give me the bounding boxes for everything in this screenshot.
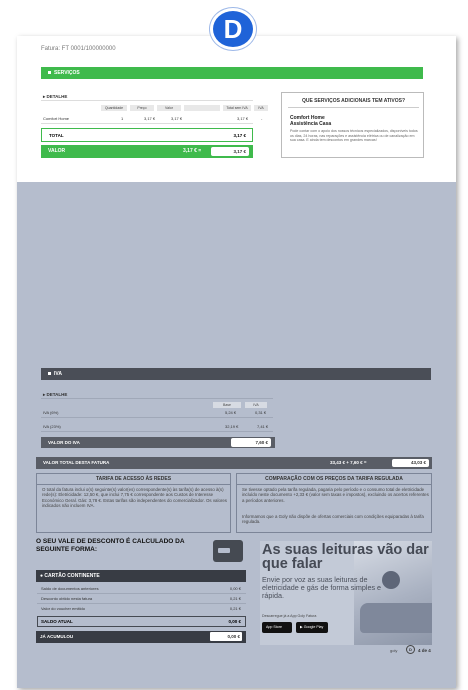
cartao-label: CARTÃO CONTINENTE: [44, 573, 100, 579]
voucher-row: Desconto obtido nesta fatura 0,21 €: [41, 596, 241, 601]
cartao-continente-bar: ● CARTÃO CONTINENTE: [36, 570, 246, 582]
ja-acumulou-bar: [36, 631, 246, 643]
total-value: 3,17 €: [233, 133, 246, 138]
service-description: Pode contar com o apoio dos nossos técnicos especializados, disponíveis todos os dias, 24 horas, nas reparações e assistência elétrica ou de canalização em sua casa. E ainda tem descontos em grandes marcas!: [290, 129, 418, 143]
section-badge: D: [210, 8, 256, 50]
service-row-iva: -: [261, 116, 263, 121]
iva-total-label: VALOR DO IVA: [48, 440, 80, 445]
service-row-price: 3,17 €: [144, 116, 156, 121]
brand-mark: D: [406, 645, 415, 654]
grand-total-value: 43,03 €: [392, 459, 429, 467]
service-row-total: 3,17 €: [237, 116, 249, 121]
iva-total-value: 7,60 €: [231, 438, 271, 447]
iva-row-iva: 7,41 €: [257, 424, 269, 429]
services-total-box: [41, 128, 253, 142]
tariff-title: TARIFA DE ACESSO ÀS REDES: [95, 476, 172, 482]
services-header-label: SERVIÇOS: [54, 70, 80, 76]
comparison-text: Se tivesse optado pela tarifa regulada, pagaria pelo período e o consumo total de eletricidade incluído neste documento +2,33 € (valor sem taxas e impostos), excluindo os acertos referentes a períodos anteriores.: [242, 487, 429, 503]
service-name: Comfort Home: [290, 115, 325, 121]
acum-value: 0,00 €: [210, 632, 242, 641]
total-label: TOTAL: [49, 133, 64, 138]
grand-total-inline: 33,43 € + 7,60 € =: [330, 460, 367, 465]
divider: [288, 107, 419, 108]
additional-services-panel: [281, 92, 424, 158]
page-number: 4 de 4: [418, 648, 431, 653]
services-header-bar: [41, 67, 423, 79]
col-qty-header: Quantidade: [101, 105, 127, 111]
iva-total-bar: [41, 437, 275, 448]
services-valor-bar: [41, 145, 253, 158]
service-row-name: Comfort Home: [43, 116, 70, 121]
services-section: [17, 36, 456, 182]
col-iva-header: IVA: [254, 105, 268, 111]
divider: [41, 100, 253, 101]
voucher-row: Saldo de documentos anteriores 0,00 €: [41, 586, 241, 591]
credit-card-icon: [213, 540, 243, 562]
comparison-title: COMPARAÇÃO COM OS PREÇOS DA TARIFA REGULADA: [265, 476, 403, 482]
voucher-title: O SEU VALE DE DESCONTO É CALCULADO DA SEGUINTE FORMA:: [36, 538, 185, 553]
iva-col-base-header: Base: [213, 402, 241, 408]
promo-body: Envie por voz as suas leituras de eletricidade e gás de forma simples e rápida.: [262, 575, 382, 600]
services-detail-label: ▸ DETALHE: [43, 94, 68, 99]
divider: [41, 398, 273, 399]
voucher-row: Valor do voucher emitido 0,21 €: [41, 606, 241, 611]
col-value-header: Valor: [157, 105, 181, 111]
invoice-sheet: [17, 36, 456, 688]
col-spacer-header: [184, 105, 220, 111]
divider: [37, 593, 246, 594]
col-total-header: Total sem IVA: [223, 105, 251, 111]
valor-label: VALOR: [48, 148, 66, 154]
couch-shape: [360, 603, 432, 633]
promo-banner[interactable]: [260, 541, 432, 645]
promo-headline: As suas leituras vão dar que falar: [262, 542, 429, 572]
divider: [237, 484, 431, 485]
panel-title: QUE SERVIÇOS ADICIONAIS TEM ATIVOS?: [301, 98, 406, 104]
valor-inline: 3,17 € =: [183, 148, 202, 154]
divider: [37, 484, 230, 485]
grand-total-label: VALOR TOTAL DESTA FATURA: [43, 460, 110, 465]
service-row-value: 3,17 €: [171, 116, 183, 121]
col-price-header: Preço: [130, 105, 154, 111]
iva-row-iva: 0,31 €: [255, 410, 267, 415]
iva-row-name: IVA (23%): [43, 424, 61, 429]
iva-row-name: IVA (6%): [43, 410, 59, 415]
saldo-atual-box: [37, 616, 246, 627]
saldo-label: SALDO ATUAL: [41, 619, 73, 624]
iva-col-iva-header: IVA: [245, 402, 267, 408]
service-row-qty: 1: [121, 116, 124, 121]
comparison-note: Informamos que a Goly não dispõe de ofertas comerciais com condições equiparadas à tarifa regulada.: [242, 514, 424, 525]
divider: [37, 603, 246, 604]
service-subtitle: Assistência Casa: [290, 121, 332, 127]
divider: [41, 123, 253, 124]
iva-detail-label: ▸ DETALHE: [43, 392, 68, 397]
grand-total-bar: [36, 457, 432, 469]
divider: [41, 431, 273, 432]
iva-header-label: IVA: [54, 371, 62, 377]
brand-name: goly: [390, 648, 398, 653]
tariff-box: [36, 473, 231, 533]
divider: [41, 417, 273, 418]
iva-row-base: 5,24 €: [225, 410, 237, 415]
promo-download-text: Descarregue já a App Goly Fatura: [262, 614, 317, 618]
google-play-button[interactable]: ▶ Google Play: [296, 622, 328, 633]
acum-label: JÁ ACUMULOU: [40, 634, 74, 639]
app-store-button[interactable]: App Store: [262, 622, 292, 633]
invoice-number: Fatura: FT 0001/100000000: [41, 46, 116, 52]
iva-header-bar: [41, 368, 431, 380]
valor-value: 3,17 €: [211, 147, 249, 156]
comparison-box: [236, 473, 432, 533]
saldo-value: 0,00 €: [228, 619, 241, 624]
iva-row-base: 32,19 €: [225, 424, 239, 429]
tariff-text: O total da fatura inclui o(s) seguinte(s) valor(es) correspondente(s) às tarifa(s) de acesso à(s) rede(s): Eletricidade: 12,50 €, que inclui 7,75 € correspondente aos Custos de Interesse Económico Geral. Gás: 3,78 €. Estas tarifas são independentes do comercializador. Os valores indicados não incluem IVA.: [42, 487, 227, 509]
